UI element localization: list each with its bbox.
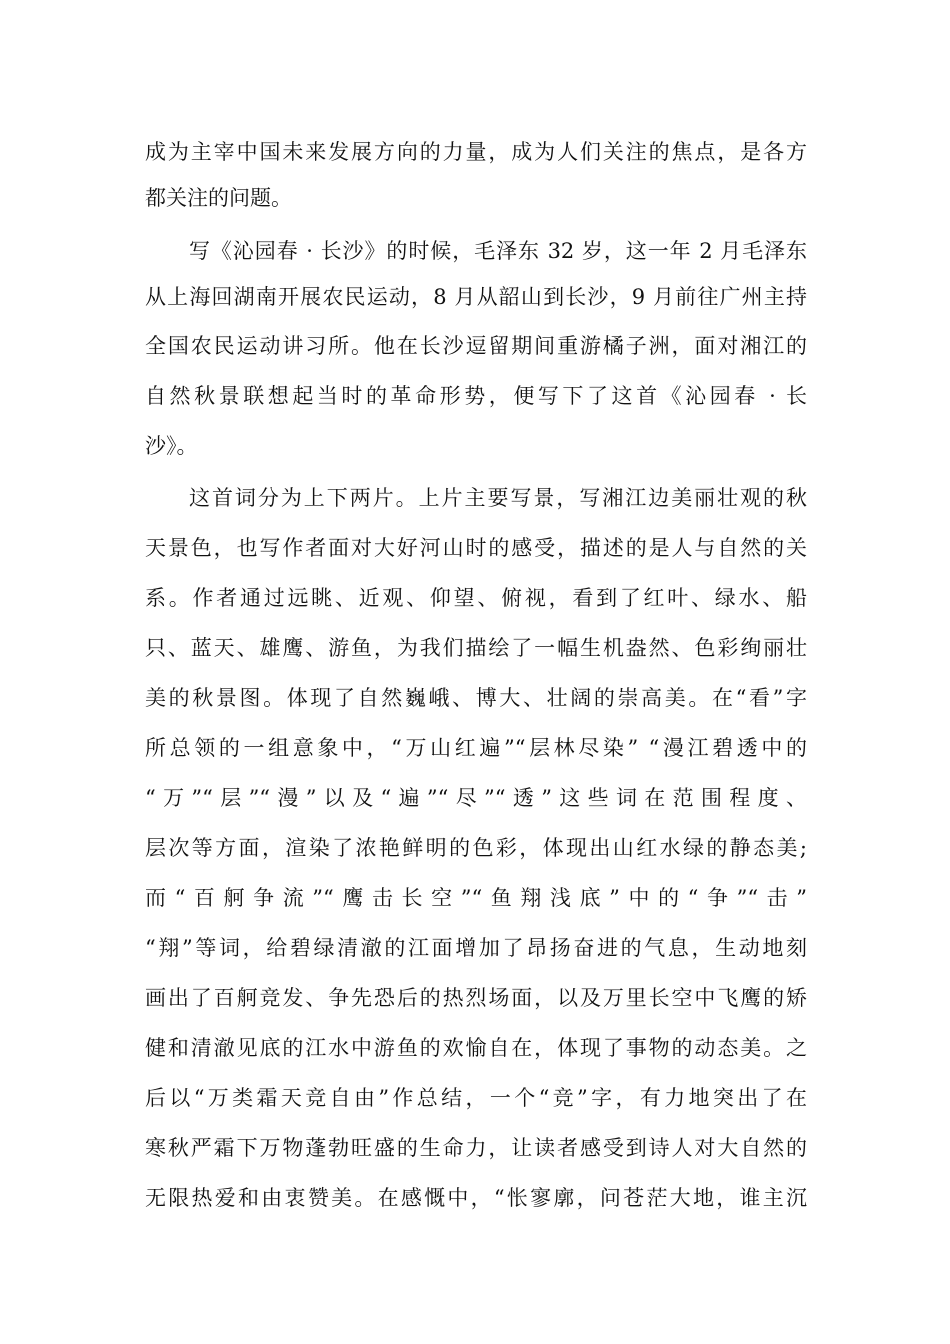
text-line: 后以“万类霜天竞自由”作总结，一个“竞”字，有力地突出了在	[145, 1086, 807, 1110]
text-line: 美的秋景图。体现了自然巍峨、博大、壮阔的崇高美。在“看”字	[145, 686, 807, 710]
text-line: 而“百舸争流”“鹰击长空”“鱼翔浅底”中的“争”“击”	[145, 886, 807, 910]
text-line: 这首词分为上下两片。上片主要写景，写湘江边美丽壮观的秋	[189, 486, 807, 510]
text-line: 层次等方面，渲染了浓艳鲜明的色彩，体现出山红水绿的静态美;	[145, 836, 807, 860]
text-line: 系。作者通过远眺、近观、仰望、俯视，看到了红叶、绿水、船	[145, 586, 807, 610]
text-line: 都关注的问题。	[145, 186, 292, 210]
text-line: 成为主宰中国未来发展方向的力量，成为人们关注的焦点，是各方	[145, 140, 807, 164]
text-line: 从上海回湖南开展农民运动，8 月从韶山到长沙，9 月前往广州主持	[145, 285, 807, 309]
text-line: 健和清澈见底的江水中游鱼的欢愉自在，体现了事物的动态美。之	[145, 1036, 807, 1060]
text-line: 天景色，也写作者面对大好河山时的感受，描述的是人与自然的关	[145, 536, 807, 560]
text-line: 全国农民运动讲习所。他在长沙逗留期间重游橘子洲，面对湘江的	[145, 334, 807, 358]
text-line: 沙》。	[145, 434, 198, 458]
text-line: 只、蓝天、雄鹰、游鱼，为我们描绘了一幅生机盎然、色彩绚丽壮	[145, 636, 807, 660]
text-line: 自然秋景联想起当时的革命形势，便写下了这首《沁园春 · 长	[145, 384, 807, 408]
text-line: 写《沁园春 · 长沙》的时候，毛泽东 32 岁，这一年 2 月毛泽东	[189, 239, 807, 263]
text-line: “翔”等词，给碧绿清澈的江面增加了昂扬奋进的气息，生动地刻	[145, 936, 807, 960]
text-line: 寒秋严霜下万物蓬勃旺盛的生命力，让读者感受到诗人对大自然的	[145, 1136, 807, 1160]
text-line: 所总领的一组意象中，“万山红遍”“层林尽染” “漫江碧透中的	[145, 736, 807, 760]
text-line: 画出了百舸竞发、争先恐后的热烈场面，以及万里长空中飞鹰的矫	[145, 986, 807, 1010]
text-line: “万”“层”“漫”以及“遍”“尽”“透”这些词在范围程度、	[145, 786, 807, 810]
text-line: 无限热爱和由衷赞美。在感慨中，“怅寥廓，问苍茫大地，谁主沉	[145, 1186, 807, 1210]
